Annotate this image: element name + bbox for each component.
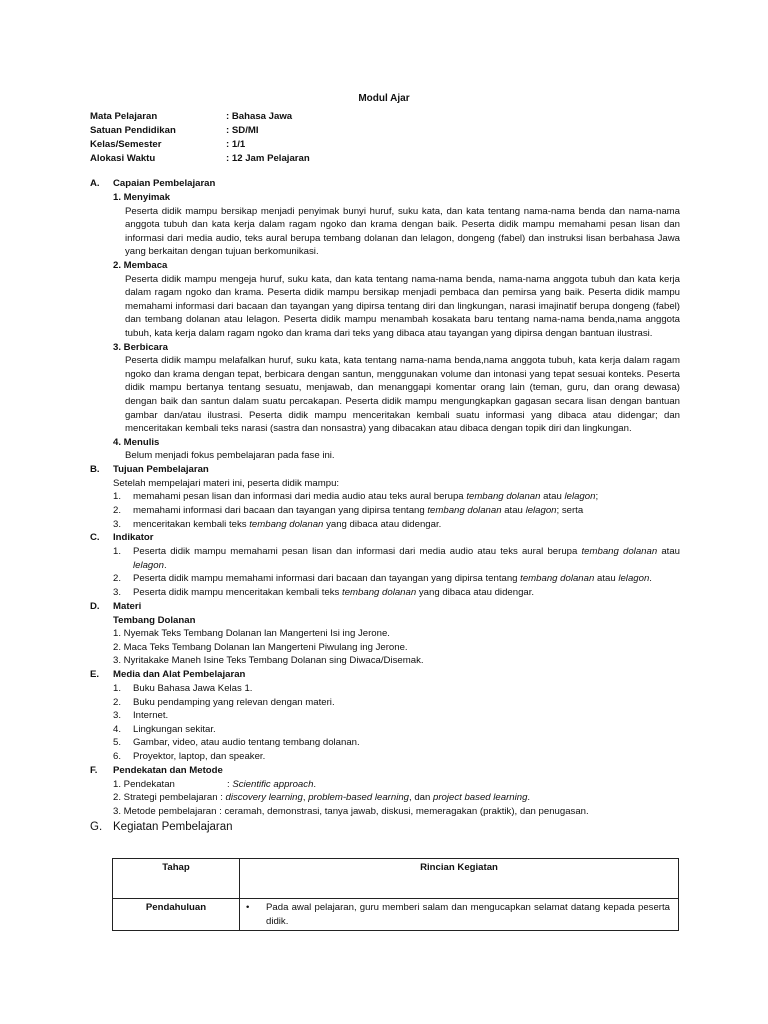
text-run: , dan (409, 792, 434, 804)
paragraph: Peserta didik mampu bersikap menjadi penyimak bunyi huruf, suku kata, dan kata tentang nama-nama benda dan nama-nama anggota tubuh dan kata kerja dalam ragam ngoko dan krama dengan baik. Peserta didik mampu memahami pesan lisan dan informasi dari media audio, teks aural berupa tembang dolanan dan lelagon, dongeng (fabel) dan instruksi lisan berbahasa Jawa yang berkaitan dengan tujuan berkomunikasi. (125, 205, 680, 258)
italic-term: tembang dolanan (466, 491, 541, 503)
method-row: 3. Metode pembelajaran : ceramah, demonstrasi, tanya jawab, diskusi, memeragakan (praktik), dan penugasan. (113, 805, 589, 817)
section-letter: B. (90, 463, 100, 475)
text-run: atau (540, 491, 565, 503)
list-item (113, 750, 680, 764)
item-number: 5. (113, 737, 122, 749)
list-item (113, 490, 680, 504)
section-title: Indikator (113, 532, 154, 544)
section-heading (90, 819, 680, 835)
meta-key: Mata Pelajaran (90, 111, 158, 122)
section-letter: C. (90, 532, 100, 544)
section-heading (90, 531, 680, 545)
text-run: Peserta didik mampu memahami informasi dari bacaan dan tayangan yang dipirsa tentang (133, 573, 521, 585)
meta-key: Satuan Pendidikan (90, 125, 176, 136)
text-run: . (313, 778, 317, 790)
row-value (227, 778, 316, 792)
italic-term: lelagon (564, 491, 596, 503)
bullet-item (246, 901, 670, 928)
text-run: yang dibaca atau didengar. (323, 518, 442, 530)
item-text (133, 504, 680, 518)
section-title: Kegiatan Pembelajaran (113, 821, 233, 834)
table-header-row (113, 859, 679, 899)
text-run: : (227, 778, 233, 790)
list-item (113, 696, 680, 710)
column-header-rincian: Rincian Kegiatan (240, 859, 679, 899)
list-item (113, 504, 680, 518)
list-item (113, 572, 680, 586)
italic-term: tembang dolanan (427, 505, 502, 517)
item-text: Lingkungan sekitar. (133, 723, 216, 735)
meta-row (90, 138, 310, 152)
italic-term: lelagon (618, 573, 650, 585)
list-item: 3. Nyritakake Maneh Isine Teks Tembang Dolanan sing Diwaca/Disemak. (113, 655, 424, 667)
section-letter: A. (90, 178, 100, 189)
item-text (133, 490, 680, 504)
section-letter: F. (90, 764, 98, 776)
text-run: yang dibaca atau didengar. (416, 587, 535, 599)
item-number: 2. (113, 696, 122, 708)
section-heading (90, 764, 680, 778)
paragraph: Belum menjadi fokus pembelajaran pada fase ini. (125, 450, 335, 462)
section-title: Materi (113, 600, 142, 612)
item-number: 3. (113, 710, 122, 722)
section-title: Capaian Pembelajaran (113, 178, 216, 189)
item-text: Buku pendamping yang relevan dengan materi. (133, 696, 335, 708)
item-number: 2. (113, 573, 122, 585)
section-letter: E. (90, 669, 100, 680)
list-item (113, 723, 680, 737)
approach-row (113, 778, 680, 792)
section-pendekatan-metode (90, 764, 680, 819)
list-item (113, 709, 680, 723)
italic-term: lelagon (525, 505, 557, 517)
section-letter: G. (90, 821, 103, 834)
italic-term: project based learning (433, 792, 528, 804)
section-title: Tujuan Pembelajaran (113, 463, 209, 475)
text-run: ; (595, 491, 599, 503)
italic-term: tembang dolanan (249, 518, 324, 530)
paragraph: Peserta didik mampu melafalkan huruf, suku kata, kata tentang nama-nama benda,nama anggota tubuh, kata kerja dalam ragam ngoko dan krama dengan tepat, berbicara dengan santun, menggunakan volume dan intonasi yang tepat sesuai konteks. Peserta didik mampu bertanya tentang sesuatu, menjawab, dan menanggapi komentar orang lain (teman, guru, dan orang dewasa) dengan baik dan santun dalam suatu percakapan. Peserta didik mampu mengungkapkan gagasan secara lisan dengan bantuan gambar dan/atau ilustrasi. Peserta didik mampu menceritakan kembali suatu informasi yang dibaca atau didengar; dan menceritakan kembali teks narasi (sastra dan nonsastra) yang dibacakan atau dibaca dengan topik diri dan lingkungan. (125, 355, 680, 435)
meta-value: : 1/1 (226, 139, 246, 150)
italic-term: tembang dolanan (342, 587, 417, 599)
list-item (113, 682, 680, 696)
text-run: Peserta didik mampu memahami pesan lisan dan informasi dari media audio atau teks aural berupa (133, 546, 582, 558)
text-run: atau (657, 546, 680, 558)
italic-term: tembang dolanan (520, 573, 595, 585)
document-title: Modul Ajar (358, 93, 410, 104)
row-key: 2. Strategi pembelajaran : (113, 792, 226, 804)
document-body (90, 177, 680, 835)
italic-term: problem-based learning (308, 792, 409, 804)
meta-row (90, 110, 310, 124)
paragraph: Peserta didik mampu mengeja huruf, suku kata, dan kata tentang nama-nama benda, nama-nama anggota tubuh dan kata kerja dalam ragam ngoko dan krama. Peserta didik mampu bersikap menjadi pembaca dan pemirsa yang baik. Peserta didik mampu memahami informasi dari bacaan dan tayangan yang dipirsa tentang diri dan lingkungan, narasi imajinatif berupa dongeng (fabel) dan tembang dolanan atau lelagon. Peserta didik mampu menambah kosakata baru tentang nama-nama benda,nama anggota tubuh, kata kerja dalam ragam ngoko dan krama dari teks yang dibaca atau tayangan yang dipirsa dengan bantuan ilustrasi. (125, 273, 680, 339)
section-title: Media dan Alat Pembelajaran (113, 669, 246, 680)
item-number: 1. (113, 683, 122, 694)
section-tujuan-pembelajaran (90, 463, 680, 531)
text-run: ; serta (556, 505, 584, 517)
text-run: menceritakan kembali teks (133, 518, 250, 530)
bullet-text: Pada awal pelajaran, guru memberi salam dan mengucapkan selamat datang kepada peserta didik. (266, 902, 670, 927)
section-title: Pendekatan dan Metode (113, 764, 223, 776)
meta-value: : Bahasa Jawa (226, 111, 293, 122)
section-materi (90, 600, 680, 668)
list-item: 2. Maca Teks Tembang Dolanan lan Mangerteni Piwulang ing Jerone. (113, 641, 408, 653)
section-heading (90, 600, 680, 614)
item-text: Buku Bahasa Jawa Kelas 1. (133, 683, 253, 694)
italic-term: Scientific approach (232, 778, 314, 790)
subsection-heading: Tembang Dolanan (113, 614, 196, 626)
item-text (133, 586, 680, 600)
item-text: Gambar, video, atau audio tentang tembang dolanan. (133, 737, 360, 749)
cell-tahap: Pendahuluan (113, 899, 240, 931)
section-kegiatan-pembelajaran (90, 819, 680, 835)
section-indikator (90, 531, 680, 599)
strategy-row (113, 791, 680, 805)
section-heading (90, 177, 680, 191)
section-heading (90, 463, 680, 477)
item-number: 3. (113, 518, 122, 530)
row-key: 1. Pendekatan (113, 778, 175, 790)
italic-term: lelagon (133, 559, 164, 571)
section-letter: D. (90, 600, 100, 612)
italic-term: discovery learning (225, 792, 303, 804)
item-text (133, 572, 680, 586)
table-row (113, 899, 679, 931)
meta-row (90, 124, 310, 138)
item-number: 2. (113, 505, 122, 517)
italic-term: tembang dolanan (581, 546, 658, 558)
text-run: . (649, 573, 652, 585)
meta-key: Kelas/Semester (90, 139, 162, 150)
item-number: 1. (113, 491, 122, 503)
subsection-heading: 3. Berbicara (113, 341, 168, 353)
numbered-list (113, 682, 680, 764)
text-run: atau (501, 505, 526, 517)
text-run: atau (594, 573, 619, 585)
column-header-tahap: Tahap (113, 859, 240, 899)
item-number: 1. (113, 546, 122, 558)
cell-rincian (240, 899, 679, 931)
item-text: Internet. (133, 710, 169, 722)
list-item (113, 586, 680, 600)
subsection-heading: 4. Menulis (113, 436, 160, 448)
section-media-alat (90, 668, 680, 764)
list-item (113, 518, 680, 532)
meta-row (90, 152, 310, 166)
activity-table (112, 858, 679, 931)
section-capaian-pembelajaran (90, 177, 680, 463)
meta-key: Alokasi Waktu (90, 153, 156, 164)
subsection-heading: 1. Menyimak (113, 192, 171, 203)
numbered-list (113, 545, 680, 599)
item-text (133, 518, 680, 532)
item-number: 4. (113, 723, 122, 735)
text-run: memahami informasi dari bacaan dan tayangan yang dipirsa tentang (133, 505, 428, 517)
text-run: . (163, 559, 167, 571)
item-number: 3. (113, 587, 122, 599)
intro-text: Setelah mempelajari materi ini, peserta didik mampu: (113, 477, 340, 489)
text-run: . (527, 792, 531, 804)
numbered-list (113, 490, 680, 531)
item-text (133, 545, 680, 572)
section-heading (90, 668, 680, 682)
meta-value: : SD/MI (226, 125, 259, 136)
bullet-icon: • (246, 902, 250, 913)
item-text: Proyektor, laptop, dan speaker. (133, 750, 266, 762)
subsection-heading: 2. Membaca (113, 259, 168, 271)
meta-value: : 12 Jam Pelajaran (226, 153, 310, 164)
text-run: Peserta didik mampu menceritakan kembali teks (133, 587, 343, 599)
list-item (113, 736, 680, 750)
module-meta (90, 110, 310, 166)
text-run: , (302, 792, 309, 804)
list-item (113, 545, 680, 572)
list-item: 1. Nyemak Teks Tembang Dolanan lan Mangerteni Isi ing Jerone. (113, 628, 390, 640)
item-number: 6. (113, 750, 122, 762)
text-run: memahami pesan lisan dan informasi dari media audio atau teks aural berupa (133, 491, 467, 503)
